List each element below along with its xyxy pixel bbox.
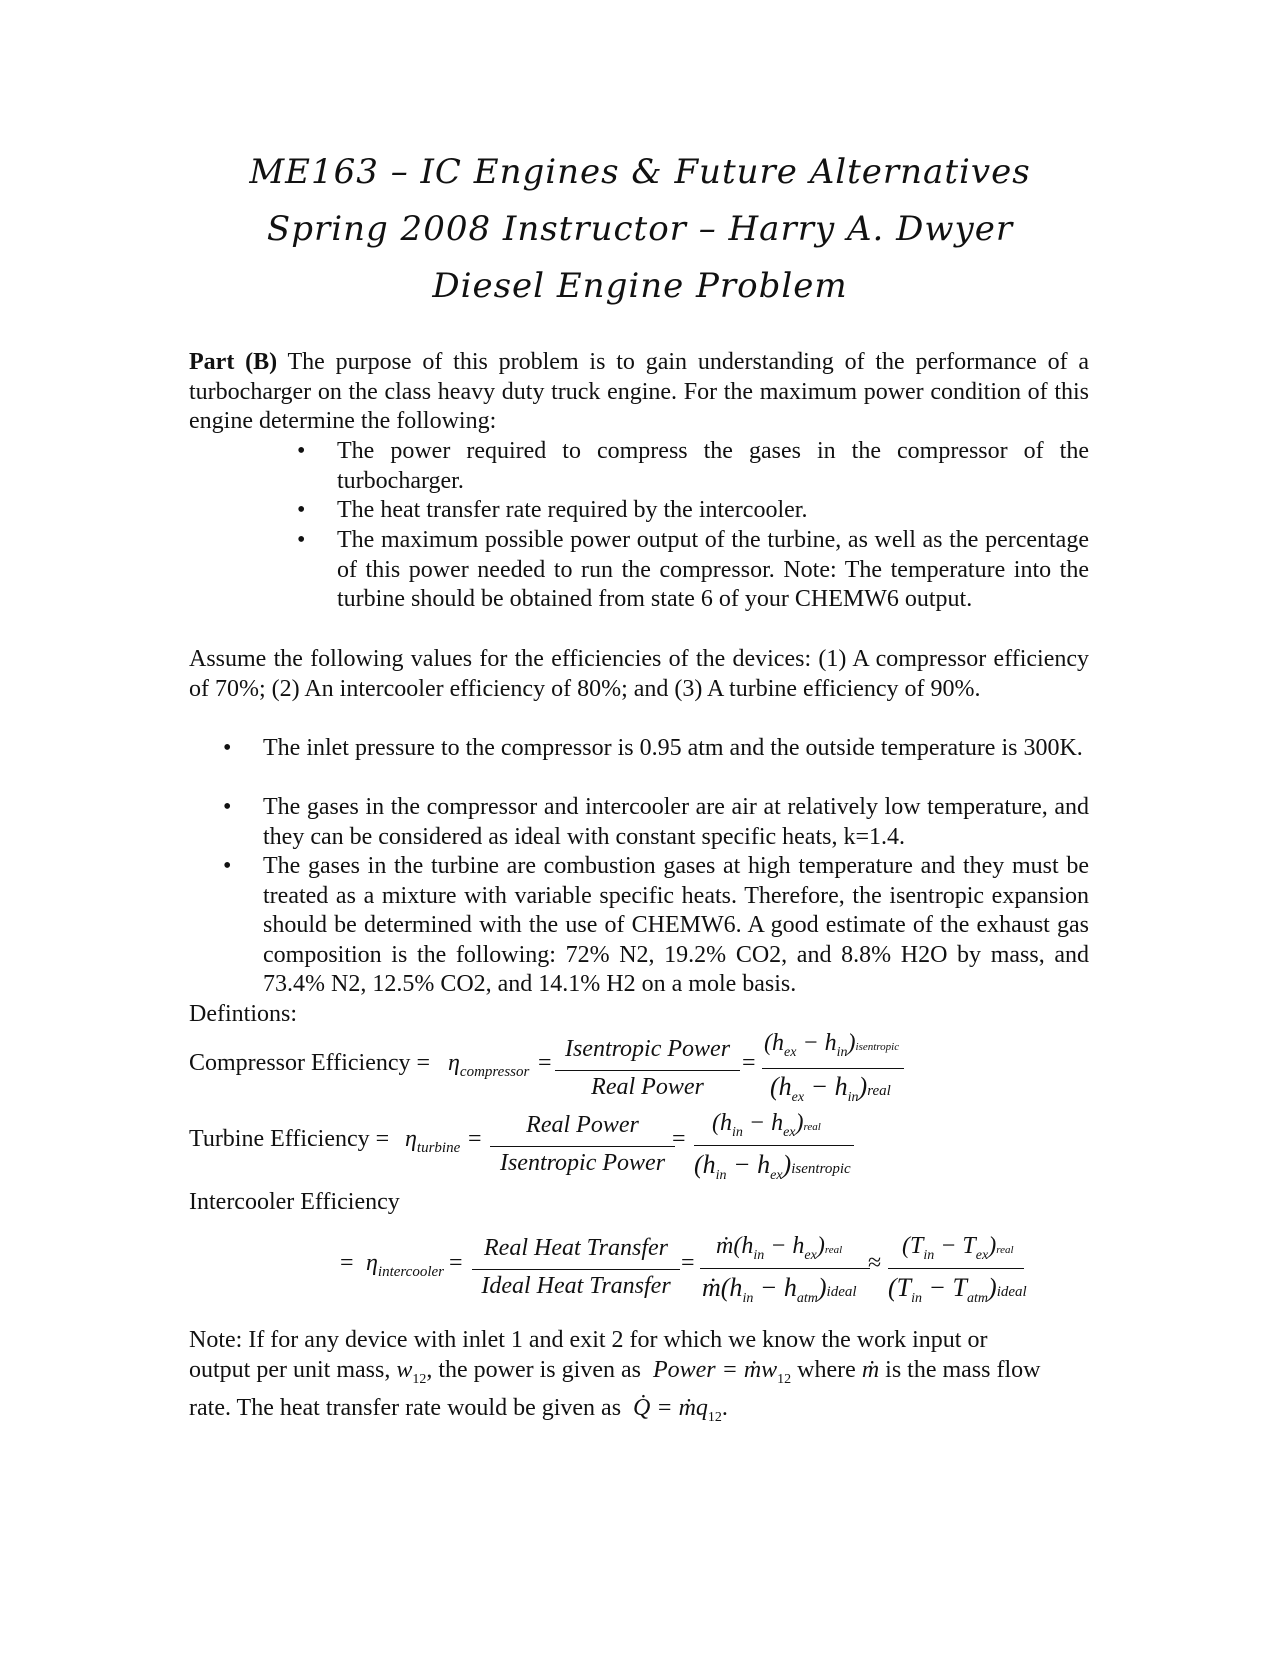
subscript-real: real <box>996 1244 1014 1256</box>
note-text: where <box>797 1357 856 1383</box>
enthalpy-difference: ($h_{in}$ − $h_{ex})real$ <box>712 1110 821 1140</box>
eta-subscript: compressor <box>459 1064 530 1080</box>
equals-sign: = <box>449 1250 463 1276</box>
eta-symbol: $\eta_{turbine}$ <box>405 1126 461 1156</box>
subscript-real: real <box>824 1244 843 1256</box>
part-b-label: Part (B) <box>189 349 278 375</box>
fraction-numerator: Isentropic Power <box>564 1036 731 1062</box>
condition-item: The gases in the compressor and intercooler are air at relatively low temperature, and they can be considered as ideal with constant specific heats, k=1.4. <box>263 794 1089 850</box>
heat-transfer-real: $ṁ(h_{in}$ − $h_{ex})real$ <box>716 1233 843 1263</box>
task-item: The power required to compress the gases in the compressor of the turbocharger. <box>337 438 1089 494</box>
part-b-intro <box>189 348 1089 437</box>
eta-subscript: intercooler <box>377 1264 444 1280</box>
eta-symbol: $\eta_{compressor}$ <box>448 1050 530 1080</box>
problem-title: Diesel Engine Problem <box>432 266 848 306</box>
subscript-ideal: ideal <box>996 1284 1027 1300</box>
bullet-icon: • <box>297 438 306 464</box>
bullet-icon: • <box>223 735 232 761</box>
fraction-numerator: Real Power <box>526 1112 639 1138</box>
fraction-denominator: Ideal Heat Transfer <box>481 1273 671 1299</box>
bullet-icon: • <box>297 527 306 553</box>
subscript-real: real <box>867 1083 891 1099</box>
approx-sign: ≈ <box>868 1250 882 1276</box>
fraction-bar <box>700 1268 870 1269</box>
bullet-icon: • <box>223 853 232 879</box>
task-item: The maximum possible power output of the turbine, as well as the percentage of this power needed to run the compressor. Note: The temperature into the turbine should be obtained from state 6 of your CHEMW6 output. <box>337 527 1089 613</box>
fraction-bar <box>555 1070 740 1071</box>
turbine-efficiency-label: Turbine Efficiency = <box>189 1126 390 1152</box>
note-text: rate. The heat transfer rate would be given as <box>189 1395 622 1421</box>
equals-sign: = <box>681 1250 695 1276</box>
enthalpy-difference: ($h_{ex}$ − $h_{in})isentropic$ <box>764 1030 900 1060</box>
fraction-bar <box>888 1268 1024 1269</box>
heat-transfer-ideal: $ṁ(h_{in}$ − $h_{atm})ideal$ <box>702 1273 857 1306</box>
fraction-denominator: Isentropic Power <box>499 1150 666 1176</box>
equals-sign: = <box>672 1126 686 1152</box>
subscript-isentropic: isentropic <box>855 1041 900 1053</box>
temperature-difference: ($T_{in}$ − $T_{atm})ideal$ <box>888 1273 1027 1306</box>
equals-sign: = <box>340 1250 354 1276</box>
note-line-3: rate. The heat transfer rate would be given as Q̇ = ṁq$_{12}$. <box>189 1395 728 1425</box>
fraction-bar <box>762 1068 904 1069</box>
fraction-bar <box>694 1145 854 1146</box>
course-title: ME163 – IC Engines & Future Alternatives <box>249 152 1031 192</box>
temperature-difference: ($T_{in}$ − $T_{ex})real$ <box>902 1233 1014 1263</box>
fraction-numerator: Real Heat Transfer <box>484 1235 668 1261</box>
bullet-icon: • <box>297 497 306 523</box>
enthalpy-difference: ($h_{in}$ − $h_{ex})isentropic$ <box>694 1150 851 1183</box>
note-line-2: output per unit mass, $w_{12}$, the power is given as Power = ṁw$_{12}$ where ṁ is the mass flow <box>189 1357 1041 1387</box>
assumptions-paragraph: Assume the following values for the efficiencies of the devices: (1) A compressor efficiency of 70%; (2) An intercooler efficiency of 80%; and (3) A turbine efficiency of 90%. <box>189 646 1089 702</box>
part-b-intro-text: The purpose of this problem is to gain understanding of the performance of a turbocharger on the class heavy duty truck engine. For the maximum power condition of this engine determine the following: <box>189 349 1090 435</box>
condition-item: The inlet pressure to the compressor is 0.95 atm and the outside temperature is 300K. <box>263 735 1083 761</box>
note-text: output per unit mass, <box>189 1357 391 1383</box>
equals-sign: = <box>742 1050 756 1076</box>
definitions-label: Defintions: <box>189 1001 297 1027</box>
eta-subscript: turbine <box>416 1140 461 1156</box>
subscript-isentropic: isentropic <box>791 1161 851 1177</box>
intercooler-efficiency-label: Intercooler Efficiency <box>189 1189 400 1215</box>
fraction-denominator: Real Power <box>591 1074 704 1100</box>
equals-sign: = <box>538 1050 552 1076</box>
task-item: The heat transfer rate required by the intercooler. <box>337 497 808 523</box>
note-line-1: Note: If for any device with inlet 1 and exit 2 for which we know the work input or <box>189 1327 988 1353</box>
condition-item: The gases in the turbine are combustion gases at high temperature and they must be treated as a mixture with variable specific heats. Therefore, the isentropic expansion should be determined with the use of CHEMW6. A good estimate of the exhaust gas composition is the following: 72% N2, 19.2% CO2, and 8.8% H2O by mass, and 73.4% N2, 12.5% CO2, and 14.1% H2 on a mole basis. <box>263 853 1089 998</box>
note-text: , the power is given as <box>426 1357 641 1383</box>
fraction-bar <box>490 1146 675 1147</box>
compressor-efficiency-label: Compressor Efficiency = <box>189 1050 431 1076</box>
note-text: is the mass flow <box>885 1357 1041 1383</box>
subscript-real: real <box>803 1121 821 1133</box>
course-term-instructor: Spring 2008 Instructor – Harry A. Dwyer <box>266 209 1014 249</box>
fraction-bar <box>472 1269 680 1270</box>
bullet-icon: • <box>223 794 232 820</box>
equals-sign: = <box>468 1126 482 1152</box>
eta-symbol: $\eta_{intercooler}$ <box>366 1250 444 1280</box>
enthalpy-difference: ($h_{ex}$ − $h_{in})real$ <box>770 1072 891 1105</box>
subscript-ideal: ideal <box>826 1284 857 1300</box>
